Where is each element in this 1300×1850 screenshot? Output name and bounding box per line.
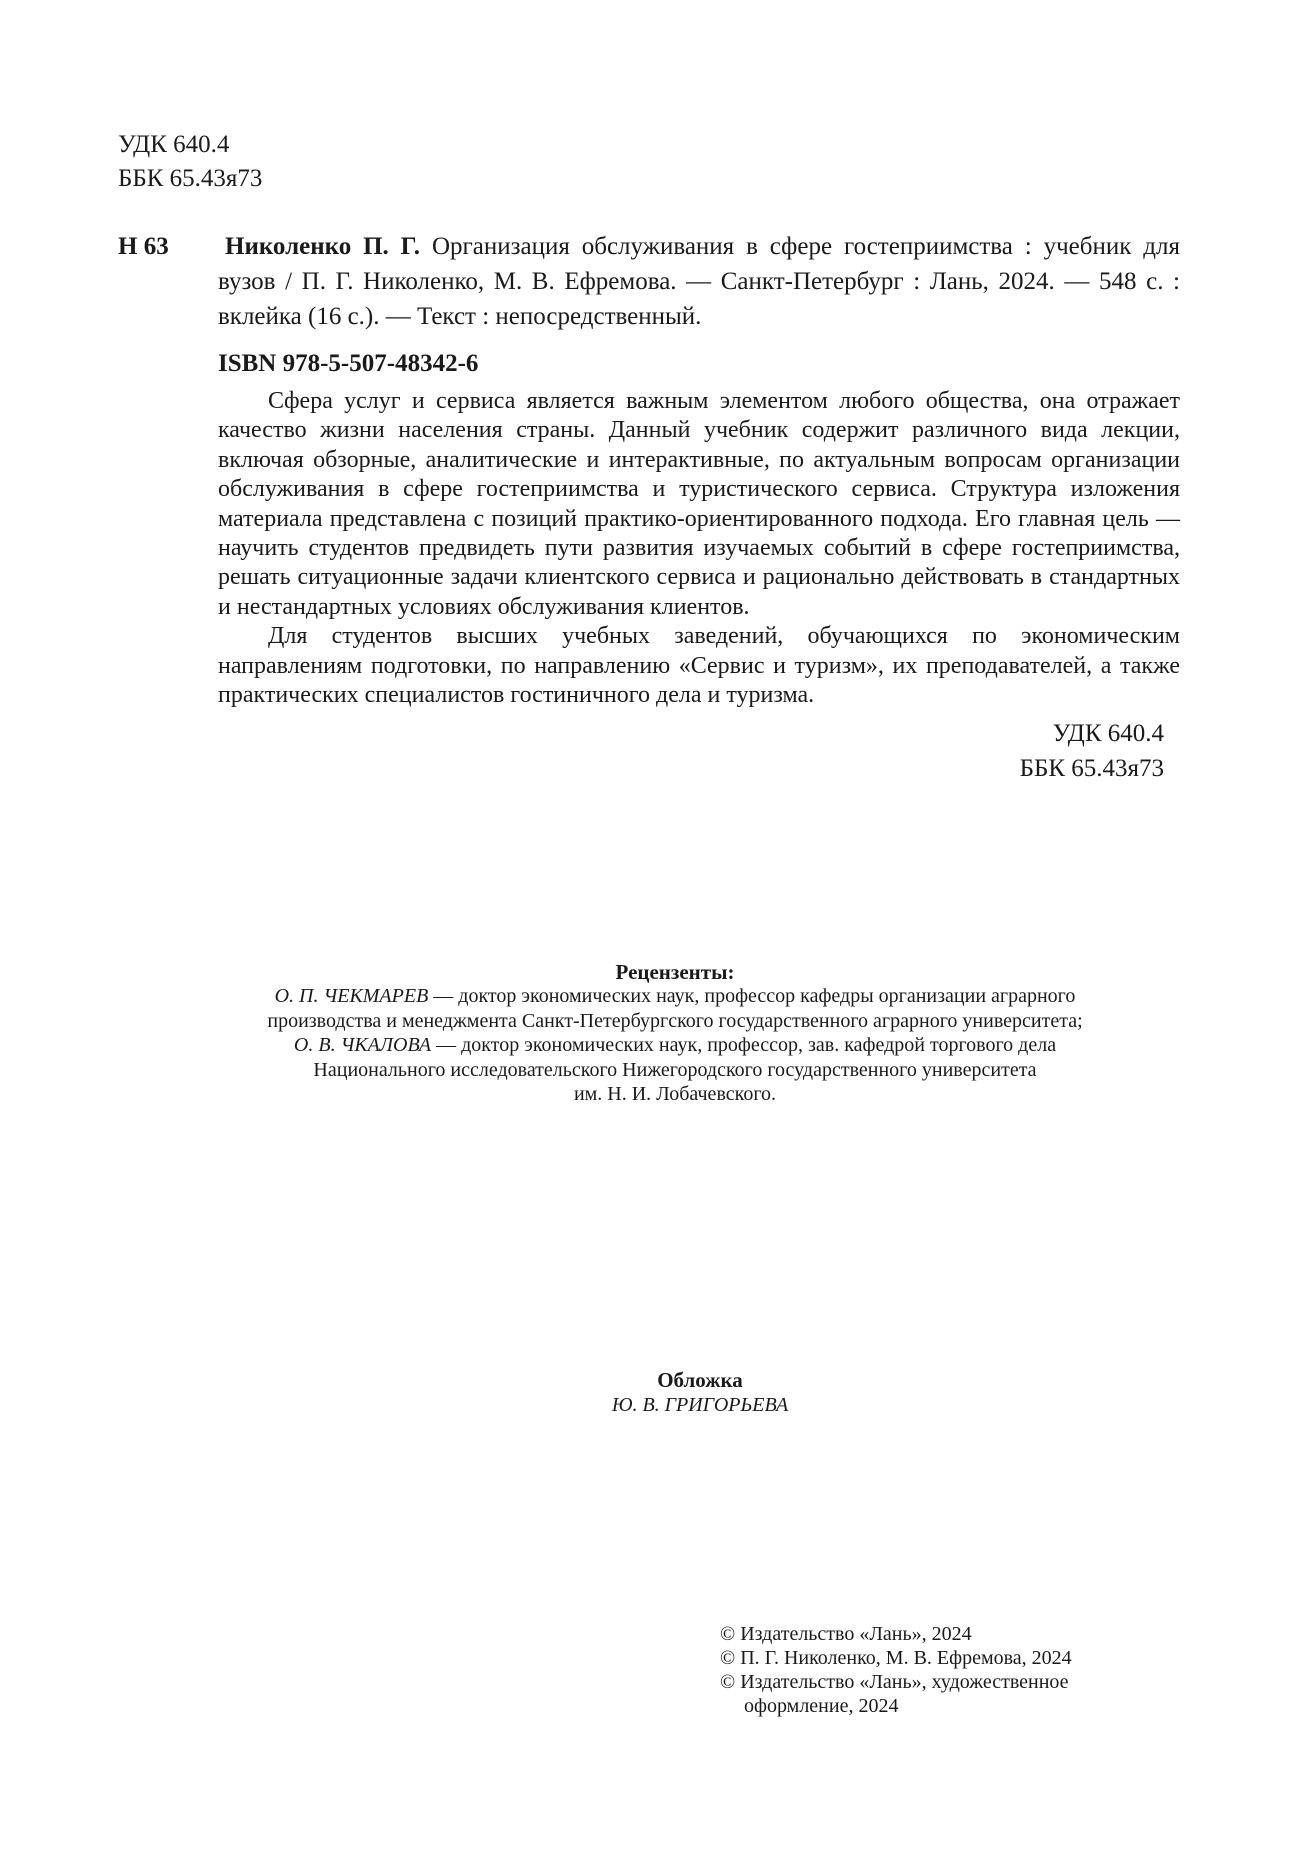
copyright-line: © Издательство «Лань», художественное <box>720 1671 1069 1693</box>
annotation-paragraph: Для студентов высших учебных заведений, обучающихся по экономическим направлениям подготовки, по направлению «Сервис и туризм», их преподавателей, а также практических специалистов гостиничного дела и туризма. <box>218 623 1180 709</box>
udk-code: УДК 640.4 <box>1052 720 1164 748</box>
reviewer-affiliation: Национального исследовательского Нижегородского государственного университета <box>313 1058 1037 1081</box>
copyright-line: оформление, 2024 <box>744 1695 899 1717</box>
author-name: Николенко П. Г. <box>225 233 421 260</box>
reviewer-entry <box>200 1033 1150 1057</box>
catalog-card <box>218 229 1180 786</box>
reviewer-affiliation: им. Н. И. Лобачевского. <box>573 1083 777 1106</box>
bibliographic-description: Организация обслуживания в сфере гостеприимства : учебник для вузов / П. Г. Николенко, М. В. Ефремова. — Санкт-Петербург : Лань, 2024. — 548 с. : вклейка (16 с.). — Текст : непосредственный. <box>218 233 1180 330</box>
bbk-code: ББК 65.43я73 <box>118 165 263 192</box>
author-mark: Н 63 <box>118 233 169 260</box>
copyright-block <box>720 1622 1072 1718</box>
reviewer-credentials: — доктор экономических наук, профессор, зав. кафедрой торгового дела <box>431 1034 1057 1057</box>
copyright-line: © П. Г. Николенко, М. В. Ефремова, 2024 <box>720 1647 1072 1669</box>
cover-heading: Обложка <box>657 1368 743 1392</box>
reviewer-name: О. В. ЧКАЛОВА <box>293 1034 432 1057</box>
reviewers-heading: Рецензенты: <box>615 960 735 984</box>
udk-code: УДК 640.4 <box>118 131 230 158</box>
classification-top <box>118 128 262 196</box>
isbn: ISBN 978-5-507-48342-6 <box>218 350 479 377</box>
copyright-line: © Издательство «Лань», 2024 <box>720 1623 972 1645</box>
reviewer-credentials: — доктор экономических наук, профессор кафедры организации аграрного <box>428 985 1076 1008</box>
reviewer-entry <box>200 984 1150 1008</box>
annotation <box>218 387 1180 710</box>
bibliographic-record <box>218 229 1180 334</box>
reviewer-affiliation: производства и менеджмента Санкт-Петербургского государственного аграрного университета; <box>267 1009 1083 1032</box>
annotation-paragraph: Сфера услуг и сервиса является важным элементом любого общества, она отражает качество жизни населения страны. Данный учебник содержит различного вида лекции, включая обзорные, аналитические и интерактивные, по актуальным вопросам организации обслуживания в сфере гостеприимства и туристического сервиса. Структура изложения материала представлена с позиций практико-ориентированного подхода. Его главная цель — научить студентов предвидеть пути развития изучаемых событий в сфере гостеприимства, решать ситуационные задачи клиентского сервиса и рационально действовать в стандартных и нестандартных условиях обслуживания клиентов. <box>218 388 1180 620</box>
reviewers-section <box>200 960 1150 1106</box>
bbk-code: ББК 65.43я73 <box>1019 755 1164 783</box>
cover-designer: Ю. В. ГРИГОРЬЕВА <box>611 1394 789 1416</box>
reviewer-name: О. П. ЧЕКМАРЕВ <box>274 985 429 1008</box>
classification-bottom <box>218 716 1180 786</box>
cover-credit <box>400 1368 1000 1418</box>
